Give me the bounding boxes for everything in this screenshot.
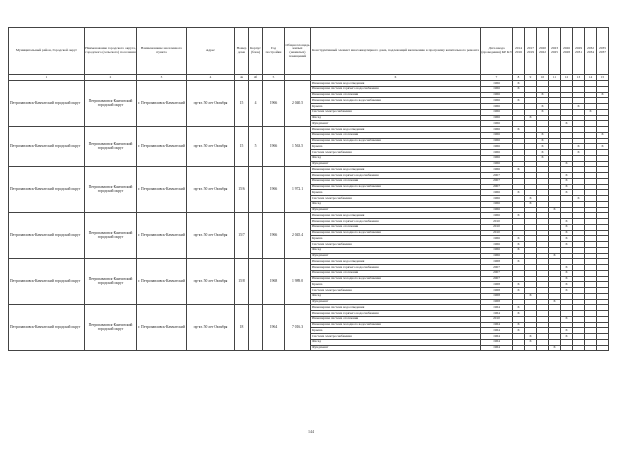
table-cell: Фасад — [311, 339, 481, 345]
table-cell: 1966 — [481, 161, 513, 167]
table-cell: X — [537, 104, 549, 110]
column-number: 2 — [85, 75, 137, 81]
table-cell: X — [597, 132, 609, 138]
page-number: 144 — [308, 429, 314, 434]
table-cell: Система электроснабжения — [311, 288, 481, 294]
table-cell: X — [561, 270, 573, 276]
table-cell: Петропавловск-Камчатский городской округ — [85, 127, 137, 167]
table-cell: X — [573, 196, 585, 202]
table-cell: 1966 — [481, 127, 513, 133]
table-cell: Крыша — [311, 190, 481, 196]
table-cell: X — [561, 328, 573, 334]
table-cell: 1964 — [481, 311, 513, 317]
table-cell: X — [549, 345, 561, 351]
table-cell: 2007 — [481, 270, 513, 276]
table-cell: X — [525, 293, 537, 299]
table-cell: Система электроснабжения — [311, 242, 481, 248]
table-cell: 2007 — [481, 265, 513, 271]
table-cell: 2010 — [481, 224, 513, 230]
table-cell: X — [549, 253, 561, 259]
table-cell: 1966 — [481, 104, 513, 110]
table-cell: Инженерная система холодного водоснабжения — [311, 98, 481, 104]
table-cell — [249, 259, 263, 305]
column-number: 1 — [9, 75, 85, 81]
table-cell: г. Петропавловск-Камчатский — [137, 127, 187, 167]
column-number: 14 — [585, 75, 597, 81]
table-cell: 1966 — [481, 138, 513, 144]
table-cell: Петропавловск-Камчатский городской округ — [9, 167, 85, 213]
table-cell: пр-кт. 50 лет Октября — [187, 213, 235, 259]
table-cell: 1 972.1 — [285, 167, 311, 213]
table-cell: Петропавловск-Камчатский городской округ — [9, 127, 85, 167]
table-cell: X — [525, 339, 537, 345]
header-cell: 2032 2034 — [585, 28, 597, 75]
table-cell: X — [573, 104, 585, 110]
table-cell — [585, 345, 597, 351]
table-cell: Инженерная система горячего водоснабжения — [311, 86, 481, 92]
table-cell: 15/6 — [235, 167, 249, 213]
table-cell: 1966 — [481, 253, 513, 259]
table-cell: Крыша — [311, 144, 481, 150]
table-cell: 1966 — [481, 242, 513, 248]
table-cell: 1966 — [481, 236, 513, 242]
table-cell: X — [549, 207, 561, 213]
table-cell: 1968 — [263, 259, 285, 305]
table-cell: 15 — [235, 81, 249, 127]
table-cell: X — [513, 98, 525, 104]
table-cell: X — [513, 190, 525, 196]
table-cell: X — [573, 150, 585, 156]
table-cell: Фасад — [311, 155, 481, 161]
table-cell: 1966 — [481, 92, 513, 98]
table-cell: Фундамент — [311, 161, 481, 167]
table-cell: 1968 — [481, 259, 513, 265]
table-cell: Инженерная система горячего водоснабжения — [311, 265, 481, 271]
table-cell: X — [537, 138, 549, 144]
table-cell: 1966 — [481, 86, 513, 92]
table-cell: Система электроснабжения — [311, 109, 481, 115]
table-cell: пр-кт. 50 лет Октября — [187, 305, 235, 351]
table-cell: X — [537, 144, 549, 150]
table-cell: 2 040.5 — [285, 81, 311, 127]
table-cell: 1966 — [481, 132, 513, 138]
table-cell: г. Петропавловск-Камчатский — [137, 259, 187, 305]
table-cell: Инженерная система отопления — [311, 224, 481, 230]
table-cell: Инженерная система водоотведения — [311, 259, 481, 265]
column-number: 15 — [597, 75, 609, 81]
table-cell: пр-кт. 50 лет Октября — [187, 167, 235, 213]
table-cell: 1966 — [481, 150, 513, 156]
table-cell: 15/8 — [235, 259, 249, 305]
table-cell: 1968 — [481, 299, 513, 305]
table-cell: X — [513, 259, 525, 265]
table-cell: 1 563.5 — [285, 127, 311, 167]
table-cell: 1 989.0 — [285, 259, 311, 305]
table-cell: Фасад — [311, 293, 481, 299]
table-cell: Инженерная система водоотведения — [311, 167, 481, 173]
table-cell: X — [513, 242, 525, 248]
table-cell: Система электроснабжения — [311, 150, 481, 156]
table-cell: 2007 — [481, 178, 513, 184]
table-cell: Инженерная система отопления — [311, 178, 481, 184]
table-cell: Фасад — [311, 115, 481, 121]
table-cell: X — [513, 81, 525, 87]
table-cell: пр-кт. 50 лет Октября — [187, 127, 235, 167]
header-cell: 2014 2016 — [513, 28, 525, 75]
table-cell: 4 — [249, 81, 263, 127]
table-cell: Инженерная система горячего водоснабжения — [311, 311, 481, 317]
table-cell: Инженерная система холодного водоснабжения — [311, 184, 481, 190]
table-cell: X — [513, 86, 525, 92]
table-cell: X — [561, 265, 573, 271]
table-cell: Фундамент — [311, 207, 481, 213]
table-cell: X — [525, 201, 537, 207]
table-cell: Фундамент — [311, 299, 481, 305]
table-cell: 5 — [249, 127, 263, 167]
column-number: 11 — [549, 75, 561, 81]
table-cell: Крыша — [311, 328, 481, 334]
table-cell: 2007 — [481, 184, 513, 190]
table-cell: Система электроснабжения — [311, 196, 481, 202]
table-cell: Система электроснабжения — [311, 334, 481, 340]
table-cell: Инженерная система водоотведения — [311, 127, 481, 133]
table-cell: X — [513, 236, 525, 242]
table-cell: Петропавловск-Камчатский городской округ — [9, 259, 85, 305]
table-cell: X — [597, 92, 609, 98]
table-cell: X — [561, 121, 573, 127]
table-cell: г. Петропавловск-Камчатский — [137, 305, 187, 351]
header-cell: Наименование населенного пункта — [137, 28, 187, 75]
header-cell: Корпус (блок) — [249, 28, 263, 75]
table-cell: X — [513, 328, 525, 334]
table-cell: X — [537, 155, 549, 161]
header-cell: Наименование городского округа, городского (сельского) поселения — [85, 28, 137, 75]
table-cell: X — [549, 299, 561, 305]
header-cell: Конструктивный элемент многоквартирного дома, подлежащий включению в программу капитального ремонта — [311, 28, 481, 75]
table-cell: Петропавловск-Камчатский городской округ — [85, 81, 137, 127]
table-cell: 1966 — [481, 144, 513, 150]
table-cell: Крыша — [311, 104, 481, 110]
header-cell: 2026 2028 — [561, 28, 573, 75]
table-cell: 1968 — [481, 288, 513, 294]
table-cell: 1966 — [481, 121, 513, 127]
header-cell: Адрес — [187, 28, 235, 75]
column-number: 4 — [187, 75, 235, 81]
column-number: 4а — [235, 75, 249, 81]
table-cell: Петропавловск-Камчатский городской округ — [85, 305, 137, 351]
table-cell: 2010 — [481, 316, 513, 322]
table-cell: X — [513, 127, 525, 133]
table-cell: 1964 — [263, 305, 285, 351]
table-cell: X — [561, 230, 573, 236]
table-cell: Инженерная система холодного водоснабжения — [311, 276, 481, 282]
column-number: 13 — [573, 75, 585, 81]
table-cell: Инженерная система холодного водоснабжения — [311, 322, 481, 328]
table-cell: 18 — [235, 305, 249, 351]
table-cell: 1966 — [263, 213, 285, 259]
table-cell — [597, 345, 609, 351]
table-cell: 2007 — [481, 173, 513, 179]
table-cell: X — [525, 196, 537, 202]
table-cell: 1966 — [481, 247, 513, 253]
table-cell — [573, 345, 585, 351]
table-cell: Крыша — [311, 282, 481, 288]
table-cell: Инженерная система горячего водоснабжения — [311, 219, 481, 225]
table-cell: X — [537, 150, 549, 156]
table-cell: Петропавловск-Камчатский городской округ — [9, 213, 85, 259]
column-number: 3 — [137, 75, 187, 81]
table-cell: X — [513, 305, 525, 311]
table-cell: Инженерная система водоотведения — [311, 81, 481, 87]
table-cell: 1966 — [481, 207, 513, 213]
table-cell: X — [513, 282, 525, 288]
header-cell: Дата ввода (проведения) КР КЭ — [481, 28, 513, 75]
table-cell: X — [585, 109, 597, 115]
table-cell: Инженерная система отопления — [311, 270, 481, 276]
table-cell: X — [561, 219, 573, 225]
table-cell — [249, 213, 263, 259]
table-cell: 2007 — [481, 276, 513, 282]
table-cell: X — [561, 184, 573, 190]
table-cell: 2010 — [481, 230, 513, 236]
table-cell: 2010 — [481, 219, 513, 225]
table-cell: X — [525, 334, 537, 340]
column-number: 7 — [481, 75, 513, 81]
table-cell: X — [561, 173, 573, 179]
table-cell: 1966 — [481, 167, 513, 173]
table-cell: X — [561, 178, 573, 184]
table-cell: X — [537, 132, 549, 138]
header-row — [9, 28, 609, 75]
table-cell: г. Петропавловск-Камчатский — [137, 213, 187, 259]
column-number: 12 — [561, 75, 573, 81]
table-cell: 1966 — [481, 98, 513, 104]
header-cell: 2023 2025 — [549, 28, 561, 75]
table-cell: г. Петропавловск-Камчатский — [137, 167, 187, 213]
table-cell: 1964 — [481, 345, 513, 351]
table-cell: Инженерная система отопления — [311, 92, 481, 98]
table-cell: X — [561, 242, 573, 248]
table-cell: Фундамент — [311, 253, 481, 259]
table-cell: 1964 — [481, 334, 513, 340]
table-cell: Инженерная система горячего водоснабжения — [311, 173, 481, 179]
table-cell: Петропавловск-Камчатский городской округ — [9, 81, 85, 127]
table-cell: 1964 — [481, 339, 513, 345]
table-cell — [513, 345, 525, 351]
table-cell: Петропавловск-Камчатский городской округ — [85, 259, 137, 305]
table-cell: X — [597, 144, 609, 150]
header-cell: 2020 2022 — [537, 28, 549, 75]
header-cell: Общая площадь жилых (нежилых) помещений — [285, 28, 311, 75]
table-cell: X — [573, 144, 585, 150]
header-cell: 2017 2019 — [525, 28, 537, 75]
table-cell: Инженерная система водоотведения — [311, 213, 481, 219]
column-number: 10 — [537, 75, 549, 81]
table-cell — [249, 305, 263, 351]
table-cell: 1966 — [263, 167, 285, 213]
header-cell: Муниципальный район, Городской округ — [9, 28, 85, 75]
table-cell — [249, 167, 263, 213]
table-cell: X — [513, 311, 525, 317]
table-cell: 1968 — [481, 293, 513, 299]
header-cell: 2035 2037 — [597, 28, 609, 75]
table-cell: пр-кт. 50 лет Октября — [187, 259, 235, 305]
table-cell: Фасад — [311, 247, 481, 253]
table-cell — [537, 345, 549, 351]
table-cell: X — [513, 288, 525, 294]
table-cell: 1966 — [481, 155, 513, 161]
table-cell: 1966 — [481, 213, 513, 219]
table-cell: 1964 — [481, 305, 513, 311]
table-cell: Петропавловск-Камчатский городской округ — [9, 305, 85, 351]
table-cell: X — [513, 167, 525, 173]
column-number: 9 — [525, 75, 537, 81]
table-cell: X — [513, 213, 525, 219]
table-cell: Петропавловск-Камчатский городской округ — [85, 167, 137, 213]
header-cell: Номер дома — [235, 28, 249, 75]
table-cell: X — [561, 236, 573, 242]
table-cell — [561, 345, 573, 351]
table-cell: Инженерная система водоотведения — [311, 305, 481, 311]
table-cell: 1966 — [481, 115, 513, 121]
table-cell: X — [561, 316, 573, 322]
table-cell: 1966 — [481, 190, 513, 196]
table-cell: Инженерная система отопления — [311, 132, 481, 138]
table-cell: Фундамент — [311, 345, 481, 351]
table-cell: Инженерная система отопления — [311, 316, 481, 322]
column-number: 6 — [311, 75, 481, 81]
table-cell: 7 016.3 — [285, 305, 311, 351]
table-cell: Инженерная система холодного водоснабжения — [311, 230, 481, 236]
table-cell: X — [513, 322, 525, 328]
table-cell: пр-кт. 50 лет Октября — [187, 81, 235, 127]
header-cell: Год постройки — [263, 28, 285, 75]
table-cell: X — [561, 161, 573, 167]
table-cell: X — [537, 92, 549, 98]
table-cell: 1966 — [481, 81, 513, 87]
table-cell: 2 045.4 — [285, 213, 311, 259]
table-cell: 15/7 — [235, 213, 249, 259]
column-number: 4б — [249, 75, 263, 81]
table-cell: 1966 — [481, 109, 513, 115]
table-cell: X — [525, 115, 537, 121]
table-cell: 1966 — [263, 127, 285, 167]
table-cell: 1968 — [481, 282, 513, 288]
table-cell: 1964 — [481, 322, 513, 328]
table-cell — [525, 345, 537, 351]
table-cell: X — [561, 282, 573, 288]
table-cell: X — [561, 190, 573, 196]
table-cell: г. Петропавловск-Камчатский — [137, 81, 187, 127]
column-number: 8 — [513, 75, 525, 81]
table-cell: 1966 — [263, 81, 285, 127]
table-cell: X — [537, 109, 549, 115]
table-cell: Инженерная система холодного водоснабжения — [311, 138, 481, 144]
table-cell: Фасад — [311, 201, 481, 207]
table-cell: 15 — [235, 127, 249, 167]
table-cell: X — [561, 288, 573, 294]
table-body — [9, 81, 609, 351]
table-cell: 1966 — [481, 201, 513, 207]
table-cell: X — [561, 276, 573, 282]
table-cell: Петропавловск-Камчатский городской округ — [85, 213, 137, 259]
table-cell: 1964 — [481, 328, 513, 334]
table-cell: X — [561, 224, 573, 230]
table-cell: 1966 — [481, 196, 513, 202]
table-cell: Фундамент — [311, 121, 481, 127]
table-cell: X — [561, 334, 573, 340]
header-cell: 2029 2031 — [573, 28, 585, 75]
column-number: 5 — [263, 75, 285, 81]
table-cell: X — [513, 247, 525, 253]
table-cell: Крыша — [311, 236, 481, 242]
repair-program-table — [8, 27, 609, 351]
